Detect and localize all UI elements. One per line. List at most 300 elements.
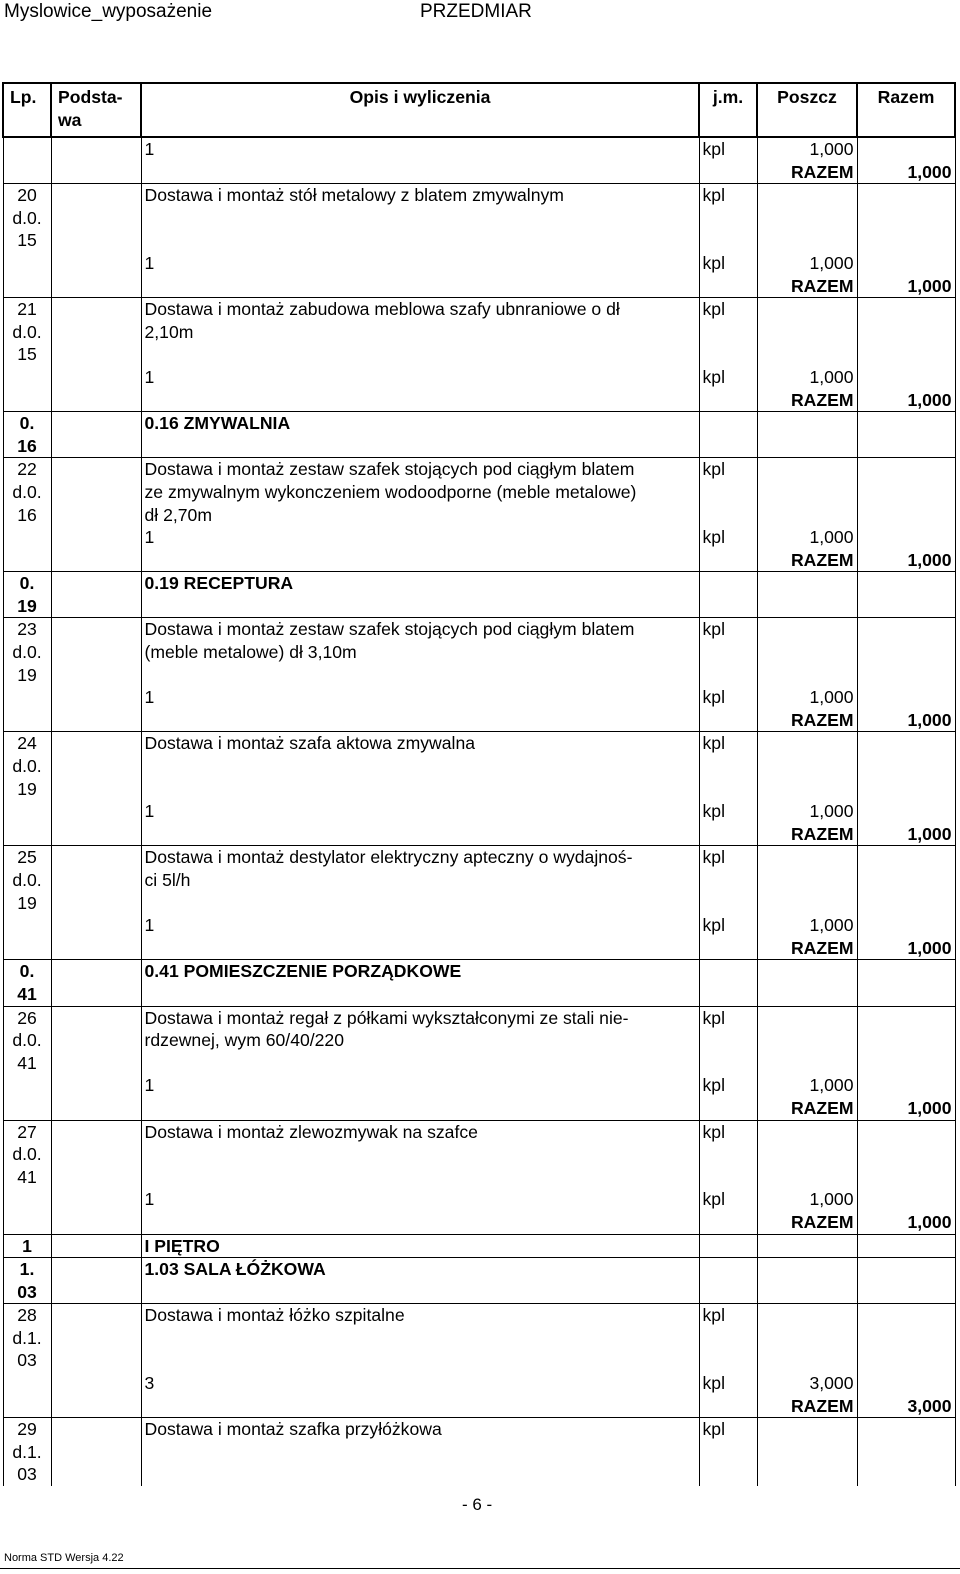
item-row [3,458,955,526]
description-line: dł 2,70m [144,504,212,525]
razem-cell [857,1234,955,1258]
lp-number [3,960,51,1006]
razem-cell [857,1120,955,1188]
total-row [3,389,955,412]
quantity-expression: 3 [141,1372,699,1395]
lp-line: d.0. [12,642,42,663]
poszcz-value: 1,000 [757,1074,857,1097]
section-title: 0.41 POMIESZCZENIE PORZĄDKOWE [141,960,699,1006]
lp-cell [3,1372,51,1395]
item-row [3,846,955,914]
item-description [141,184,699,252]
poszcz-value: 1,000 [757,914,857,937]
podstawa-cell [51,1258,141,1304]
unit-cell [699,161,757,184]
podstawa-cell [51,275,141,298]
razem-label: RAZEM [757,1097,857,1120]
poszcz-cell [757,1120,857,1188]
calc-row [3,366,955,389]
desc-cell [141,937,699,960]
lp-line: 22 [17,459,37,480]
quantity-expression: 1 [141,686,699,709]
razem-cell [857,800,955,823]
razem-cell [857,458,955,526]
unit-cell: kpl [699,184,757,252]
razem-label: RAZEM [757,937,857,960]
lp-cell [3,1395,51,1418]
section-row [3,1234,955,1258]
podstawa-cell [51,458,141,526]
item-description [141,458,699,526]
description-line: Dostawa i montaż regał z półkami wykształconymi ze stali nie- [144,1007,629,1028]
unit-cell: kpl [699,1074,757,1097]
podstawa-cell [51,1211,141,1234]
lp-cell [3,366,51,389]
lp-line: 19 [17,664,37,685]
podstawa-cell [51,846,141,914]
razem-cell [857,1372,955,1395]
calc-row [3,800,955,823]
lp-line: 20 [17,185,37,206]
lp-number [3,298,51,366]
razem-cell [857,526,955,549]
lp-line: d.0. [12,1030,42,1051]
unit-cell: kpl [699,1372,757,1395]
lp-number [3,1418,51,1486]
section-row [3,1258,955,1304]
razem-label: RAZEM [757,709,857,732]
podstawa-cell [51,298,141,366]
podstawa-cell [51,161,141,184]
lp-line: 19 [17,778,37,799]
calc-row [3,137,955,161]
desc-cell [141,1211,699,1234]
lp-line: d.0. [12,481,42,502]
razem-value: 1,000 [857,937,955,960]
razem-value: 1,000 [857,709,955,732]
total-row [3,709,955,732]
lp-line: d.1. [12,1327,42,1348]
lp-line: 15 [17,344,37,365]
lp-line: d.0. [12,207,42,228]
lp-line: 19 [17,595,37,616]
poszcz-cell [757,1006,857,1074]
podstawa-cell [51,823,141,846]
poszcz-value: 1,000 [757,1188,857,1211]
section-row [3,960,955,1006]
unit-cell [699,389,757,412]
bottom-rule [0,1568,960,1569]
lp-cell [3,252,51,275]
razem-cell [857,298,955,366]
total-row [3,549,955,572]
podstawa-cell [51,686,141,709]
item-description [141,1120,699,1188]
lp-number [3,732,51,800]
lp-line: d.0. [12,870,42,890]
description-line: ze zmywalnym wykonczeniem wodoodporne (meble metalowe) [144,481,637,502]
lp-number [3,618,51,686]
lp-cell [3,275,51,298]
razem-cell [857,732,955,800]
item-description [141,298,699,366]
podstawa-cell [51,1074,141,1097]
lp-line: 41 [17,1052,37,1073]
lp-cell [3,1188,51,1211]
unit-cell: kpl [699,458,757,526]
podstawa-cell [51,914,141,937]
razem-value: 1,000 [857,1211,955,1234]
razem-value: 1,000 [857,823,955,846]
razem-cell [857,252,955,275]
unit-cell: kpl [699,526,757,549]
desc-cell [141,161,699,184]
item-description [141,846,699,914]
lp-line: 29 [17,1419,37,1440]
file-title: Myslowice_wyposażenie [4,1,213,22]
razem-cell [857,1006,955,1074]
unit-cell: kpl [699,800,757,823]
razem-label: RAZEM [757,549,857,572]
desc-cell [141,709,699,732]
calc-row [3,914,955,937]
unit-cell: kpl [699,1188,757,1211]
item-row [3,1006,955,1074]
lp-line: 0. [19,961,35,982]
description-line: (meble metalowe) dł 3,10m [144,642,357,663]
description-line: Dostawa i montaż szafa aktowa zmywalna [144,733,476,754]
poszcz-value: 1,000 [757,800,857,823]
podstawa-cell [51,618,141,686]
total-row [3,1097,955,1120]
calc-row [3,686,955,709]
description-line: Dostawa i montaż stół metalowy z blatem zmywalnym [144,185,564,206]
lp-cell [3,161,51,184]
poszcz-cell [757,298,857,366]
poszcz-cell [757,1418,857,1486]
poszcz-value: 1,000 [757,526,857,549]
poszcz-cell [757,1258,857,1304]
unit-cell [699,412,757,458]
calc-row [3,526,955,549]
poszcz-value: 1,000 [757,252,857,275]
description-line: Dostawa i montaż łóżko szpitalne [144,1305,405,1326]
description-line: Dostawa i montaż destylator elektryczny apteczny o wydajnoś- [144,847,633,868]
razem-label: RAZEM [757,161,857,184]
lp-cell [3,526,51,549]
lp-number [3,1120,51,1188]
total-row [3,823,955,846]
lp-line: 03 [17,1281,37,1302]
unit-cell: kpl [699,618,757,686]
razem-value: 1,000 [857,389,955,412]
lp-cell [3,709,51,732]
razem-cell [857,412,955,458]
poszcz-cell [757,618,857,686]
lp-line: 21 [17,299,37,320]
lp-line: 16 [17,435,37,456]
quantity-expression: 1 [141,526,699,549]
desc-cell [141,275,699,298]
lp-line: 19 [17,892,37,913]
section-title: 0.19 RECEPTURA [141,572,699,618]
lp-line: 41 [17,983,37,1004]
poszcz-cell [757,732,857,800]
lp-line: 23 [17,619,37,640]
lp-line: d.0. [12,1144,42,1165]
document-title: PRZEDMIAR [420,1,532,22]
unit-cell: kpl [699,252,757,275]
unit-cell [699,709,757,732]
poszcz-cell [757,846,857,914]
item-row [3,184,955,252]
lp-cell [3,389,51,412]
description-line: ci 5l/h [144,870,191,890]
razem-cell [857,618,955,686]
unit-cell [699,1211,757,1234]
item-row [3,1304,955,1372]
podstawa-cell [51,412,141,458]
item-description [141,1304,699,1372]
unit-cell: kpl [699,1304,757,1372]
unit-cell: kpl [699,366,757,389]
razem-cell [857,914,955,937]
col-header-podstawa [51,83,141,137]
razem-label: RAZEM [757,1211,857,1234]
quantity-expression: 1 [141,252,699,275]
table-body [3,137,955,1486]
razem-cell [857,366,955,389]
poszcz-cell [757,412,857,458]
unit-cell [699,937,757,960]
calc-row [3,1372,955,1395]
podstawa-cell [51,800,141,823]
quantity-expression: 1 [141,366,699,389]
section-row [3,572,955,618]
razem-label: RAZEM [757,275,857,298]
lp-line: 24 [17,733,37,754]
col-header-opis: Opis i wyliczenia [141,83,699,137]
lp-cell [3,914,51,937]
description-line: Dostawa i montaż zestaw szafek stojących pod ciągłym blatem [144,619,635,640]
podstawa-cell [51,184,141,252]
poszcz-cell [757,1234,857,1258]
razem-value: 1,000 [857,275,955,298]
poszcz-value: 1,000 [757,137,857,161]
podstawa-cell [51,366,141,389]
unit-cell [699,275,757,298]
unit-cell [699,572,757,618]
item-description [141,732,699,800]
podstawa-cell [51,137,141,161]
lp-cell [3,800,51,823]
lp-line: 03 [17,1350,37,1371]
item-row [3,1418,955,1486]
desc-cell [141,1395,699,1418]
podstawa-cell [51,960,141,1006]
calc-row [3,1074,955,1097]
lp-number [3,1234,51,1258]
item-description [141,618,699,686]
lp-number [3,1258,51,1304]
item-row [3,732,955,800]
lp-number [3,458,51,526]
razem-cell [857,1074,955,1097]
lp-line: 41 [17,1166,37,1187]
lp-number [3,184,51,252]
unit-cell [699,1258,757,1304]
lp-line: d.0. [12,321,42,342]
software-version: Norma STD Wersja 4.22 [4,1552,124,1564]
podstawa-cell [51,1304,141,1372]
desc-cell [141,389,699,412]
podstawa-cell [51,1418,141,1486]
podstawa-cell [51,1120,141,1188]
poszcz-value: 1,000 [757,686,857,709]
razem-cell [857,1418,955,1486]
podstawa-cell [51,549,141,572]
unit-cell [699,960,757,1006]
podstawa-cell [51,1234,141,1258]
item-row [3,618,955,686]
lp-cell [3,1074,51,1097]
calc-row [3,252,955,275]
lp-line: d.1. [12,1441,42,1462]
podstawa-cell [51,252,141,275]
quantity-expression: 1 [141,1074,699,1097]
poszcz-cell [757,1304,857,1372]
razem-label: RAZEM [757,1395,857,1418]
description-line: Dostawa i montaż zlewozmywak na szafce [144,1121,478,1142]
razem-value: 1,000 [857,1097,955,1120]
podstawa-cell [51,1006,141,1074]
podstawa-cell [51,1372,141,1395]
unit-cell: kpl [699,914,757,937]
section-title: I PIĘTRO [141,1234,699,1258]
lp-line: 26 [17,1007,37,1028]
lp-cell [3,137,51,161]
quantity-expression: 1 [141,137,699,161]
razem-cell [857,572,955,618]
page-number: - 6 - [462,1495,493,1514]
unit-cell: kpl [699,732,757,800]
total-row [3,161,955,184]
podstawa-cell [51,1188,141,1211]
razem-value: 1,000 [857,161,955,184]
podstawa-cell [51,937,141,960]
unit-cell: kpl [699,846,757,914]
lp-cell [3,1211,51,1234]
quantity-expression: 1 [141,1188,699,1211]
lp-line: 15 [17,230,37,251]
poszcz-cell [757,458,857,526]
razem-cell [857,846,955,914]
podstawa-cell [51,1097,141,1120]
quantity-expression: 1 [141,800,699,823]
lp-cell [3,823,51,846]
unit-cell [699,549,757,572]
section-title: 0.16 ZMYWALNIA [141,412,699,458]
poszcz-cell [757,960,857,1006]
lp-line: 1 [22,1235,32,1256]
total-row [3,1211,955,1234]
razem-label: RAZEM [757,389,857,412]
poszcz-cell [757,184,857,252]
razem-cell [857,686,955,709]
total-row [3,1395,955,1418]
col-header-poszcz: Poszcz [757,83,857,137]
description-line: 2,10m [144,321,194,342]
unit-cell [699,1234,757,1258]
lp-cell [3,1097,51,1120]
lp-line: 27 [17,1121,37,1142]
podstawa-cell [51,572,141,618]
item-description [141,1418,699,1486]
bill-of-quantities-table [2,82,956,1486]
description-line: Dostawa i montaż zestaw szafek stojących pod ciągłym blatem [144,459,635,480]
lp-line: 28 [17,1305,37,1326]
lp-line: 25 [17,847,37,868]
razem-label: RAZEM [757,823,857,846]
razem-cell [857,1188,955,1211]
desc-cell [141,1097,699,1120]
item-description [141,1006,699,1074]
lp-line: 03 [17,1464,37,1485]
quantity-expression: 1 [141,914,699,937]
lp-line: d.0. [12,756,42,777]
col-header-podstawa-text: Podsta-wa [58,87,123,130]
podstawa-cell [51,389,141,412]
lp-line: 1. [19,1259,35,1280]
lp-line: 0. [19,573,35,594]
razem-value: 3,000 [857,1395,955,1418]
item-row [3,298,955,366]
razem-cell [857,960,955,1006]
calc-row [3,1188,955,1211]
col-header-razem: Razem [857,83,955,137]
lp-line: 0. [19,413,35,434]
podstawa-cell [51,526,141,549]
table-header-row [3,83,955,137]
section-title: 1.03 SALA ŁÓŻKOWA [141,1258,699,1304]
unit-cell [699,823,757,846]
unit-cell: kpl [699,1418,757,1486]
razem-cell [857,1258,955,1304]
lp-line: 16 [17,504,37,525]
lp-number [3,846,51,914]
unit-cell: kpl [699,298,757,366]
lp-cell [3,686,51,709]
razem-cell [857,1304,955,1372]
podstawa-cell [51,1395,141,1418]
podstawa-cell [51,732,141,800]
description-line: rdzewnej, wym 60/40/220 [144,1030,345,1051]
unit-cell [699,1097,757,1120]
col-header-lp: Lp. [3,83,51,137]
description-line: Dostawa i montaż szafka przyłóżkowa [144,1419,442,1440]
unit-cell: kpl [699,137,757,161]
lp-cell [3,937,51,960]
razem-cell [857,137,955,161]
poszcz-value: 1,000 [757,366,857,389]
unit-cell: kpl [699,1006,757,1074]
lp-number [3,1006,51,1074]
unit-cell [699,1395,757,1418]
poszcz-value: 3,000 [757,1372,857,1395]
lp-number [3,572,51,618]
desc-cell [141,549,699,572]
podstawa-cell [51,709,141,732]
